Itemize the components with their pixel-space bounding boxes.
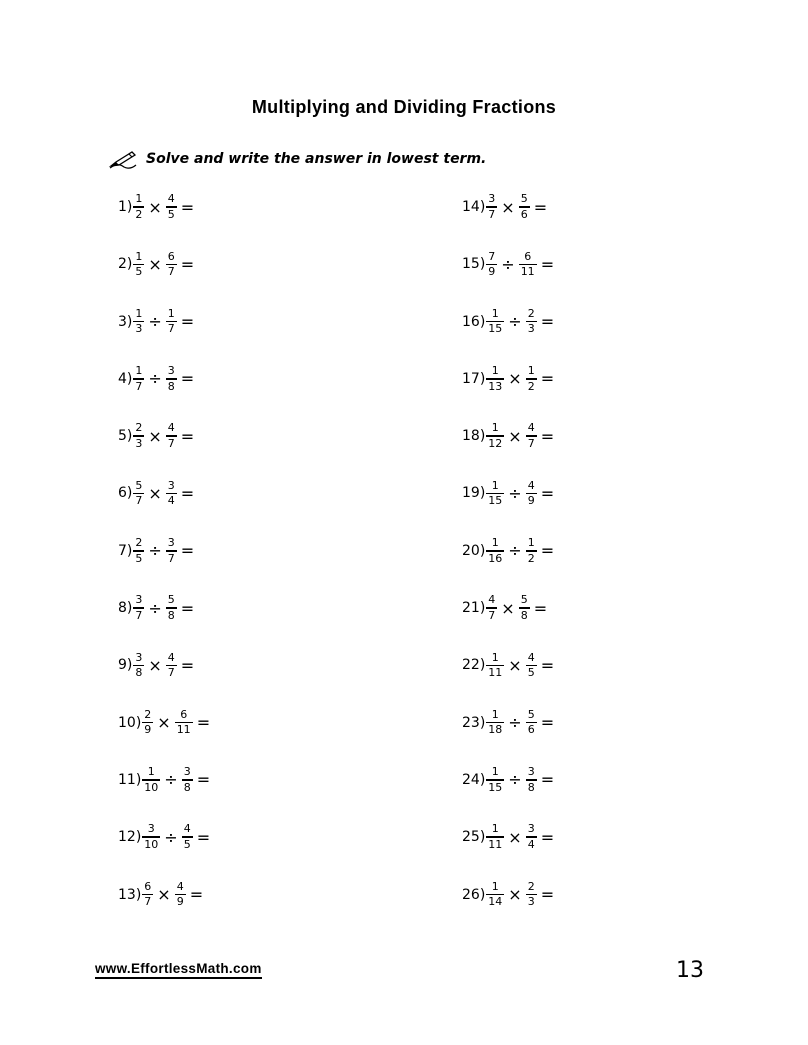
fraction-b <box>166 308 177 336</box>
problem-item <box>462 299 554 356</box>
numerator: 2 <box>135 421 143 435</box>
numerator: 4 <box>176 879 184 893</box>
fraction-a <box>486 652 504 680</box>
numerator: 2 <box>527 879 535 893</box>
denominator: 15 <box>488 322 503 336</box>
denominator: 8 <box>167 608 175 622</box>
numerator: 5 <box>527 707 535 721</box>
operator: × <box>157 885 171 905</box>
equals-sign: = <box>540 827 555 847</box>
numerator: 4 <box>167 421 175 435</box>
operator: × <box>508 885 522 905</box>
equals-sign: = <box>196 770 211 790</box>
numerator: 1 <box>491 650 499 664</box>
denominator: 15 <box>488 780 503 794</box>
operator: ÷ <box>508 770 522 790</box>
denominator: 18 <box>488 723 503 737</box>
problem-item <box>118 585 210 642</box>
fraction-a <box>486 251 497 279</box>
numerator: 5 <box>520 192 528 206</box>
numerator: 1 <box>135 249 143 263</box>
problem-expression <box>485 356 554 402</box>
equals-sign: = <box>540 483 555 503</box>
problem-expression <box>141 700 210 746</box>
numerator: 1 <box>491 879 499 893</box>
denominator: 7 <box>167 265 175 279</box>
equals-sign: = <box>189 885 204 905</box>
problem-expression <box>485 585 547 631</box>
fraction-b <box>166 594 177 622</box>
problem-expression <box>485 470 554 516</box>
denominator: 9 <box>527 494 535 508</box>
problems-right-column <box>462 184 554 929</box>
problem-item <box>118 528 210 585</box>
problem-number: 14) <box>462 199 486 215</box>
denominator: 16 <box>488 551 503 565</box>
numerator: 3 <box>147 822 155 836</box>
numerator: 1 <box>135 364 143 378</box>
denominator: 3 <box>527 895 535 909</box>
denominator: 3 <box>527 322 535 336</box>
numerator: 4 <box>527 478 535 492</box>
denominator: 8 <box>135 666 143 680</box>
operator: ÷ <box>508 483 522 503</box>
problem-item <box>118 700 210 757</box>
equals-sign: = <box>180 254 195 274</box>
numerator: 4 <box>167 650 175 664</box>
problem-number: 20) <box>462 542 486 559</box>
equals-sign: = <box>180 426 195 446</box>
denominator: 7 <box>167 551 175 565</box>
numerator: 3 <box>167 478 175 492</box>
numerator: 3 <box>135 593 143 607</box>
equals-sign: = <box>180 312 195 332</box>
problem-expression <box>485 872 554 918</box>
numerator: 3 <box>167 535 175 549</box>
denominator: 7 <box>135 379 143 393</box>
denominator: 5 <box>167 207 175 221</box>
denominator: 10 <box>144 838 159 852</box>
problem-expression <box>485 413 554 459</box>
equals-sign: = <box>540 885 555 905</box>
equals-sign: = <box>540 369 555 389</box>
operator: × <box>148 197 162 217</box>
numerator: 3 <box>527 765 535 779</box>
problem-number: 5) <box>118 428 133 445</box>
fraction-b <box>166 365 177 393</box>
problem-item <box>462 356 554 413</box>
denominator: 9 <box>144 723 152 737</box>
denominator: 14 <box>488 895 503 909</box>
problem-expression <box>132 356 194 402</box>
denominator: 12 <box>488 436 503 450</box>
denominator: 5 <box>183 838 191 852</box>
equals-sign: = <box>540 713 555 733</box>
fraction-a <box>142 709 153 737</box>
fraction-a <box>142 823 160 851</box>
numerator: 4 <box>527 421 535 435</box>
problem-expression <box>485 299 554 345</box>
problem-number: 21) <box>462 600 486 617</box>
fraction-b <box>166 422 177 450</box>
problem-item <box>462 413 554 470</box>
problem-expression <box>141 872 203 918</box>
numerator: 2 <box>144 707 152 721</box>
problem-expression <box>485 814 554 860</box>
fraction-b <box>166 652 177 680</box>
problem-number: 16) <box>462 313 486 330</box>
fraction-b <box>526 881 537 909</box>
numerator: 1 <box>491 364 499 378</box>
problem-number: 2) <box>118 256 133 273</box>
denominator: 2 <box>527 551 535 565</box>
numerator: 1 <box>135 306 143 320</box>
denominator: 11 <box>488 666 503 680</box>
fraction-b <box>526 823 537 851</box>
numerator: 1 <box>491 421 499 435</box>
operator: × <box>508 827 522 847</box>
operator: ÷ <box>148 598 162 618</box>
pencil-icon <box>108 148 138 170</box>
problem-item <box>118 356 210 413</box>
denominator: 3 <box>135 322 143 336</box>
denominator: 8 <box>520 608 528 622</box>
fraction-a <box>133 422 144 450</box>
problem-expression <box>132 241 194 287</box>
problem-expression <box>485 757 554 803</box>
fraction-b <box>182 823 193 851</box>
fraction-a <box>133 537 144 565</box>
fraction-b <box>526 365 537 393</box>
problem-item <box>118 413 210 470</box>
denominator: 7 <box>167 436 175 450</box>
problem-number: 8) <box>118 600 133 617</box>
fraction-a <box>133 652 144 680</box>
numerator: 1 <box>147 765 155 779</box>
equals-sign: = <box>196 827 211 847</box>
problem-item <box>462 700 554 757</box>
numerator: 3 <box>167 364 175 378</box>
fraction-a <box>133 251 144 279</box>
problem-number: 23) <box>462 714 486 731</box>
problem-number: 25) <box>462 829 486 846</box>
denominator: 8 <box>527 780 535 794</box>
denominator: 7 <box>488 608 496 622</box>
problem-number: 9) <box>118 657 133 674</box>
problems-left-column <box>118 184 210 929</box>
numerator: 5 <box>135 478 143 492</box>
operator: ÷ <box>508 713 522 733</box>
numerator: 4 <box>183 822 191 836</box>
fraction-b <box>526 537 537 565</box>
instruction-text: Solve and write the answer in lowest term. <box>146 151 487 167</box>
fraction-b <box>166 251 177 279</box>
operator: ÷ <box>164 770 178 790</box>
denominator: 4 <box>167 494 175 508</box>
problem-item <box>462 241 554 298</box>
fraction-b <box>519 193 530 221</box>
operator: × <box>508 426 522 446</box>
denominator: 13 <box>488 379 503 393</box>
fraction-b <box>175 881 186 909</box>
fraction-a <box>486 823 504 851</box>
operator: × <box>501 598 515 618</box>
fraction-b <box>526 652 537 680</box>
problem-item <box>462 757 554 814</box>
problem-item <box>462 528 554 585</box>
fraction-a <box>142 766 160 794</box>
operator: × <box>148 254 162 274</box>
denominator: 7 <box>167 322 175 336</box>
problem-expression <box>132 184 194 230</box>
numerator: 1 <box>491 535 499 549</box>
operator: × <box>157 713 171 733</box>
problem-expression <box>485 241 554 287</box>
page-number: 13 <box>676 958 704 983</box>
operator: ÷ <box>508 312 522 332</box>
operator: × <box>508 369 522 389</box>
numerator: 6 <box>180 707 188 721</box>
denominator: 5 <box>135 551 143 565</box>
operator: ÷ <box>148 369 162 389</box>
fraction-a <box>133 594 144 622</box>
denominator: 7 <box>167 666 175 680</box>
problem-number: 24) <box>462 771 486 788</box>
problem-number: 1) <box>118 199 133 215</box>
fraction-a <box>486 709 504 737</box>
problem-number: 3) <box>118 313 133 330</box>
problem-expression <box>485 642 554 688</box>
operator: ÷ <box>508 541 522 561</box>
denominator: 6 <box>527 723 535 737</box>
problem-number: 13) <box>118 886 142 903</box>
problem-expression <box>141 757 210 803</box>
fraction-a <box>133 480 144 508</box>
problem-expression <box>132 585 194 631</box>
problem-number: 12) <box>118 829 142 846</box>
instruction-row <box>108 146 486 172</box>
footer-url: www.EffortlessMath.com <box>95 961 262 979</box>
denominator: 5 <box>135 265 143 279</box>
numerator: 1 <box>527 535 535 549</box>
denominator: 10 <box>144 780 159 794</box>
equals-sign: = <box>180 369 195 389</box>
fraction-b <box>526 480 537 508</box>
denominator: 7 <box>488 207 496 221</box>
denominator: 5 <box>527 666 535 680</box>
fraction-b <box>519 251 537 279</box>
problem-expression <box>485 700 554 746</box>
denominator: 2 <box>135 207 143 221</box>
numerator: 7 <box>488 249 496 263</box>
numerator: 1 <box>491 765 499 779</box>
problem-number: 4) <box>118 370 133 387</box>
numerator: 4 <box>167 192 175 206</box>
operator: × <box>148 483 162 503</box>
numerator: 6 <box>524 249 532 263</box>
problem-number: 11) <box>118 771 142 788</box>
denominator: 6 <box>520 207 528 221</box>
operator: ÷ <box>148 541 162 561</box>
problem-item <box>462 470 554 527</box>
fraction-a <box>142 881 153 909</box>
fraction-b <box>526 308 537 336</box>
fraction-b <box>526 422 537 450</box>
numerator: 1 <box>527 364 535 378</box>
numerator: 3 <box>527 822 535 836</box>
equals-sign: = <box>540 254 555 274</box>
problem-expression <box>132 470 194 516</box>
problem-expression <box>132 299 194 345</box>
problem-number: 17) <box>462 370 486 387</box>
numerator: 4 <box>527 650 535 664</box>
problem-number: 10) <box>118 714 142 731</box>
problem-number: 22) <box>462 657 486 674</box>
numerator: 2 <box>527 306 535 320</box>
denominator: 2 <box>527 379 535 393</box>
denominator: 7 <box>135 608 143 622</box>
equals-sign: = <box>540 655 555 675</box>
problem-item <box>462 872 554 929</box>
numerator: 3 <box>488 192 496 206</box>
equals-sign: = <box>180 655 195 675</box>
denominator: 11 <box>488 838 503 852</box>
denominator: 8 <box>183 780 191 794</box>
problem-expression <box>485 184 547 230</box>
fraction-b <box>166 480 177 508</box>
problem-expression <box>132 642 194 688</box>
equals-sign: = <box>180 483 195 503</box>
equals-sign: = <box>196 713 211 733</box>
operator: ÷ <box>501 254 515 274</box>
fraction-b <box>526 709 537 737</box>
problem-item <box>118 299 210 356</box>
problem-expression <box>132 528 194 574</box>
fraction-b <box>166 193 177 221</box>
problem-item <box>462 184 554 241</box>
fraction-a <box>133 308 144 336</box>
fraction-a <box>486 594 497 622</box>
problem-item <box>118 184 210 241</box>
denominator: 9 <box>488 265 496 279</box>
numerator: 3 <box>183 765 191 779</box>
equals-sign: = <box>180 541 195 561</box>
problem-number: 26) <box>462 886 486 903</box>
fraction-a <box>486 422 504 450</box>
equals-sign: = <box>533 598 548 618</box>
operator: ÷ <box>164 827 178 847</box>
fraction-b <box>519 594 530 622</box>
problem-number: 19) <box>462 485 486 502</box>
fraction-a <box>486 537 504 565</box>
fraction-a <box>133 193 144 221</box>
problem-item <box>462 814 554 871</box>
denominator: 9 <box>176 895 184 909</box>
fraction-b <box>182 766 193 794</box>
problem-item <box>118 757 210 814</box>
fraction-a <box>133 365 144 393</box>
problem-number: 7) <box>118 542 133 559</box>
operator: ÷ <box>148 312 162 332</box>
problem-item <box>118 642 210 699</box>
numerator: 2 <box>135 535 143 549</box>
equals-sign: = <box>540 541 555 561</box>
equals-sign: = <box>540 770 555 790</box>
fraction-b <box>175 709 193 737</box>
numerator: 1 <box>491 306 499 320</box>
operator: × <box>501 197 515 217</box>
denominator: 4 <box>527 838 535 852</box>
denominator: 7 <box>144 895 152 909</box>
problem-expression <box>141 814 210 860</box>
fraction-a <box>486 766 504 794</box>
fraction-b <box>526 766 537 794</box>
numerator: 5 <box>167 593 175 607</box>
equals-sign: = <box>540 312 555 332</box>
equals-sign: = <box>540 426 555 446</box>
problem-item <box>462 585 554 642</box>
numerator: 1 <box>491 707 499 721</box>
problem-item <box>118 814 210 871</box>
denominator: 7 <box>527 436 535 450</box>
numerator: 1 <box>491 822 499 836</box>
fraction-a <box>486 308 504 336</box>
denominator: 3 <box>135 436 143 450</box>
operator: × <box>508 655 522 675</box>
numerator: 1 <box>167 306 175 320</box>
equals-sign: = <box>533 197 548 217</box>
numerator: 1 <box>135 192 143 206</box>
operator: × <box>148 426 162 446</box>
problem-item <box>118 241 210 298</box>
denominator: 15 <box>488 494 503 508</box>
problem-number: 15) <box>462 256 486 273</box>
fraction-a <box>486 193 497 221</box>
equals-sign: = <box>180 197 195 217</box>
operator: × <box>148 655 162 675</box>
problem-expression <box>485 528 554 574</box>
fraction-a <box>486 881 504 909</box>
numerator: 5 <box>520 593 528 607</box>
numerator: 6 <box>144 879 152 893</box>
page-title: Multiplying and Dividing Fractions <box>251 97 557 117</box>
numerator: 1 <box>491 478 499 492</box>
problem-item <box>118 470 210 527</box>
equals-sign: = <box>180 598 195 618</box>
numerator: 4 <box>488 593 496 607</box>
problem-expression <box>132 413 194 459</box>
fraction-a <box>486 365 504 393</box>
denominator: 8 <box>167 379 175 393</box>
numerator: 6 <box>167 249 175 263</box>
problem-number: 18) <box>462 428 486 445</box>
problem-item <box>118 872 210 929</box>
denominator: 11 <box>176 723 191 737</box>
denominator: 11 <box>520 265 535 279</box>
problem-number: 6) <box>118 485 133 502</box>
numerator: 3 <box>135 650 143 664</box>
fraction-b <box>166 537 177 565</box>
problem-item <box>462 642 554 699</box>
denominator: 7 <box>135 494 143 508</box>
fraction-a <box>486 480 504 508</box>
